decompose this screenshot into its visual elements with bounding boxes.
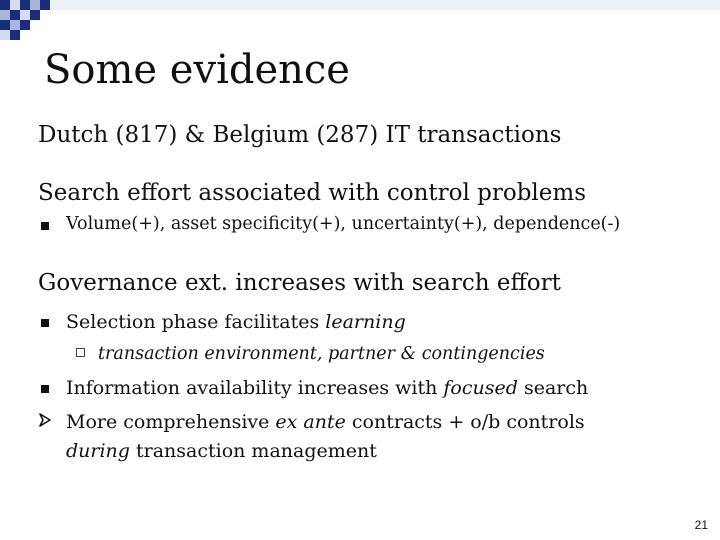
bullet-text-information	[66, 374, 588, 402]
bullet-text-contracts-continued	[66, 437, 377, 465]
page-number: 21	[694, 518, 708, 532]
bullet-text-variables: Volume(+), asset specificity(+), uncertainty(+), dependence(-)	[66, 214, 621, 234]
bullet-text-part: search	[517, 377, 589, 399]
square-bullet-icon	[41, 319, 49, 327]
square-bullet-icon	[41, 222, 49, 230]
bullet-text-part: More comprehensive	[66, 411, 276, 433]
bullet-text-selection	[66, 308, 406, 336]
arrow-bullet-icon	[38, 412, 52, 428]
hollow-square-bullet-icon	[76, 348, 85, 357]
sub-bullet-text: transaction environment, partner & contingencies	[98, 344, 545, 364]
bullet-text-part: contracts + o/b controls	[345, 411, 585, 433]
slide-title: Some evidence	[44, 47, 350, 93]
emphasis-text: learning	[325, 311, 406, 333]
emphasis-text: focused	[443, 377, 518, 399]
emphasis-text: during	[66, 440, 130, 462]
bullet-text-contracts	[66, 408, 585, 436]
paragraph-transactions: Dutch (817) & Belgium (287) IT transactions	[38, 122, 562, 148]
bullet-text-part: Information availability increases with	[66, 377, 444, 399]
paragraph-governance: Governance ext. increases with search effort	[38, 270, 561, 296]
paragraph-search-effort: Search effort associated with control problems	[38, 180, 587, 206]
header-decoration	[0, 0, 720, 40]
square-bullet-icon	[41, 385, 49, 393]
bullet-text-part: Selection phase facilitates	[66, 311, 326, 333]
bullet-text-part: transaction management	[129, 440, 377, 462]
emphasis-text: ex ante	[275, 411, 346, 433]
